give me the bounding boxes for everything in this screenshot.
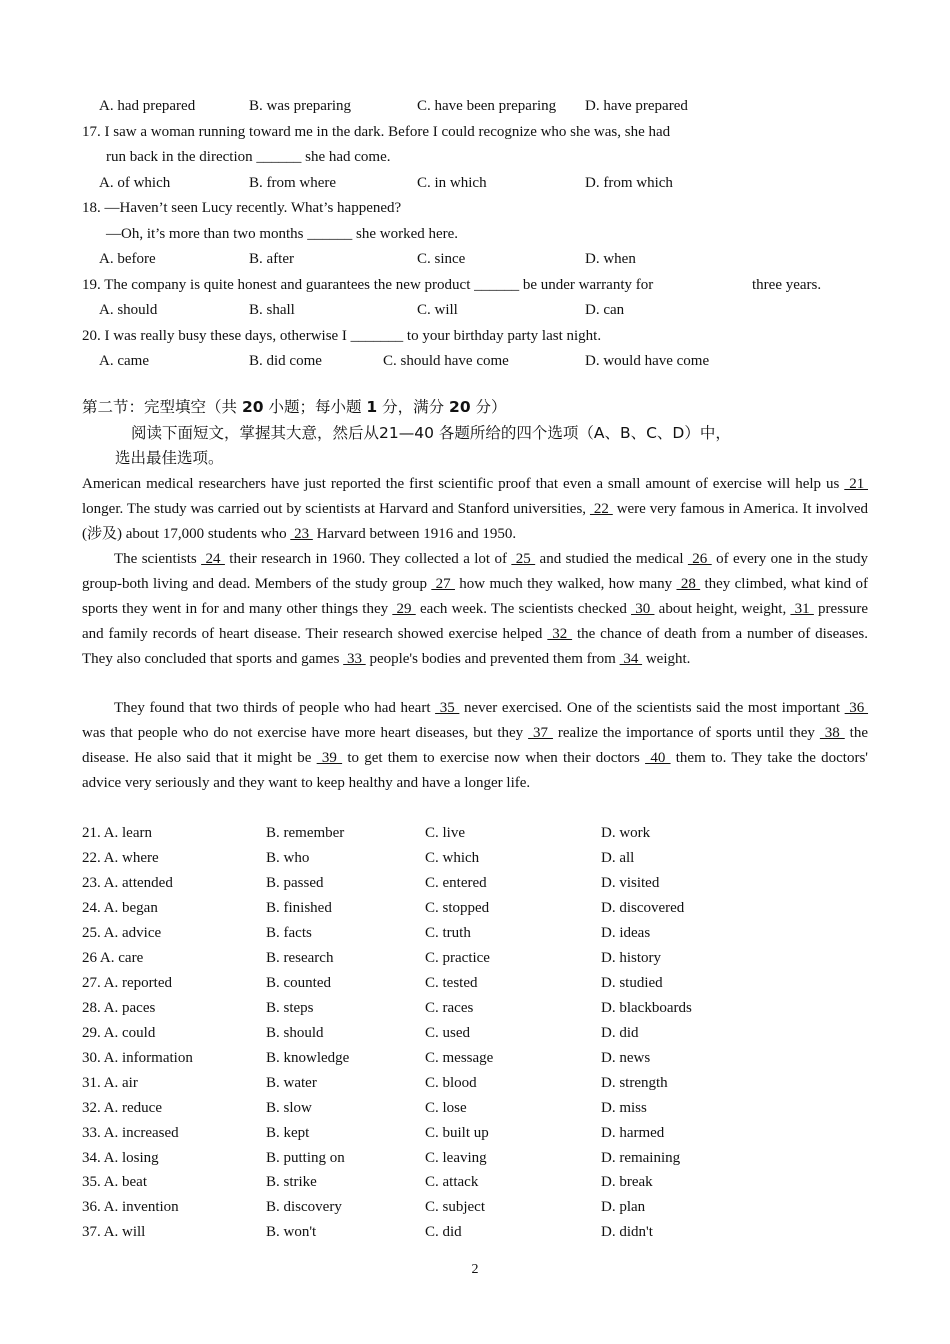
passage-paragraph-2: [82, 547, 868, 672]
blank-39: 39: [316, 749, 343, 766]
question-31-option-a: 31. A. air: [82, 1075, 138, 1091]
passage-text: each week. The scientists checked: [415, 600, 632, 617]
section2-heading-part: 分）: [470, 398, 507, 416]
q18-stem-line1: 18. —Haven’t seen Lucy recently. What’s happened?: [82, 200, 402, 216]
question-30-option-c: C. message: [425, 1050, 494, 1066]
q16-option-c: C. have been preparing: [417, 98, 557, 114]
question-28-option-d: D. blackboards: [601, 1000, 692, 1016]
section2-instruction-line2: 选出最佳选项。: [115, 449, 224, 467]
q17-option-b: B. from where: [249, 175, 337, 191]
question-22-option-b: B. who: [266, 850, 310, 866]
question-37-option-b: B. won't: [266, 1224, 317, 1240]
q18-stem-line2: —Oh, it’s more than two months ______ she worked here.: [106, 226, 459, 242]
q18-option-d: D. when: [585, 251, 636, 267]
question-37-option-d: D. didn't: [601, 1224, 653, 1240]
blank-27: 27: [431, 575, 455, 592]
question-23-option-b: B. passed: [266, 875, 324, 891]
passage-text: The scientists: [114, 551, 202, 567]
passage-text: They found that two thirds of people who had heart: [114, 700, 436, 716]
passage-paragraph-1: [82, 472, 868, 547]
question-33-option-b: B. kept: [266, 1125, 310, 1141]
passage-text: realize the importance of sports until they: [552, 724, 820, 741]
question-23-option-d: D. visited: [601, 875, 660, 891]
page-number: 2: [471, 1262, 479, 1277]
section2-question-count: 20: [241, 398, 264, 416]
passage-text: and studied the medical: [535, 551, 688, 567]
passage-text: pressure and family records of heart disease. Their research showed exercise helped: [82, 600, 869, 642]
question-30-option-a: 30. A. information: [82, 1050, 193, 1066]
question-34-option-d: D. remaining: [601, 1150, 681, 1166]
question-31-option-d: D. strength: [601, 1075, 668, 1091]
passage-text: how much they walked, how many: [454, 575, 677, 592]
q19-stem: 19. The company is quite honest and guarantees the new product ______ be under warranty for: [82, 277, 654, 293]
question-29-option-b: B. should: [266, 1025, 324, 1041]
question-34-option-a: 34. A. losing: [82, 1150, 159, 1166]
question-34-option-c: C. leaving: [425, 1150, 487, 1166]
q16-option-b: B. was preparing: [249, 98, 352, 114]
question-27-option-d: D. studied: [601, 975, 663, 991]
q17-option-a: A. of which: [99, 175, 171, 191]
passage-text: about height, weight,: [654, 600, 791, 617]
question-22-option-d: D. all: [601, 850, 635, 866]
question-26-option-a: 26 A. care: [82, 950, 144, 966]
blank-25: 25: [511, 551, 536, 567]
passage-text: weight.: [642, 650, 691, 667]
q20-stem: 20. I was really busy these days, otherwise I _______ to your birthday party last night.: [82, 328, 602, 344]
question-24-option-a: 24. A. began: [82, 900, 158, 916]
q17-option-c: C. in which: [417, 175, 487, 191]
question-25-option-b: B. facts: [266, 925, 312, 941]
question-36-option-c: C. subject: [425, 1199, 485, 1215]
question-24-option-c: C. stopped: [425, 900, 490, 916]
question-25-option-d: D. ideas: [601, 925, 651, 941]
section2-heading: [82, 397, 507, 417]
question-27-option-b: B. counted: [266, 975, 331, 991]
passage-paragraph-3: [82, 696, 868, 796]
section2-points-each: 1: [366, 398, 378, 416]
blank-32: 32: [547, 625, 573, 642]
question-34-option-b: B. putting on: [266, 1150, 345, 1166]
q16-option-a: A. had prepared: [99, 98, 196, 114]
q20-option-b: B. did come: [249, 353, 322, 369]
question-23-option-a: 23. A. attended: [82, 875, 173, 891]
question-31-option-b: B. water: [266, 1075, 317, 1091]
question-33-option-c: C. built up: [425, 1125, 489, 1141]
passage-text: longer. The study was carried out by scientists at Harvard and Stanford universities,: [82, 500, 590, 517]
blank-29: 29: [392, 600, 416, 617]
question-21-option-d: D. work: [601, 825, 651, 841]
question-28-option-c: C. races: [425, 1000, 474, 1016]
question-31-option-c: C. blood: [425, 1075, 477, 1091]
q18-option-b: B. after: [249, 251, 294, 267]
question-30-option-b: B. knowledge: [266, 1050, 350, 1066]
blank-40: 40: [645, 749, 671, 766]
question-26-option-c: C. practice: [425, 950, 490, 966]
passage-text: the disease. He also said that it might be: [82, 724, 869, 766]
question-35-option-d: D. break: [601, 1174, 653, 1190]
passage-text: them to. They take the doctors' advice very seriously and they want to keep healthy and have a longer life.: [82, 749, 869, 791]
blank-31: 31: [790, 600, 814, 617]
question-35-option-a: 35. A. beat: [82, 1174, 147, 1190]
passage-text: never exercised. One of the scientists said the most important: [459, 700, 845, 716]
question-21-option-b: B. remember: [266, 825, 345, 841]
question-24-option-d: D. discovered: [601, 900, 685, 916]
q17-stem-line2: run back in the direction ______ she had come.: [106, 149, 391, 165]
passage-text: Harvard between 1916 and 1950.: [312, 525, 517, 542]
question-32-option-c: C. lose: [425, 1100, 467, 1116]
passage-text: of every one in the study group-both living and dead. Members of the study group: [82, 551, 869, 592]
question-32-option-d: D. miss: [601, 1100, 647, 1116]
passage-text: people's bodies and prevented them from: [365, 650, 620, 667]
blank-22: 22: [589, 500, 613, 517]
question-25-option-a: 25. A. advice: [82, 925, 162, 941]
question-32-option-a: 32. A. reduce: [82, 1100, 162, 1116]
blank-37: 37: [528, 724, 553, 741]
blank-28: 28: [676, 575, 701, 592]
q19-option-b: B. shall: [249, 302, 295, 318]
blank-23: 23: [290, 525, 313, 542]
blank-38: 38: [819, 724, 845, 741]
question-29-option-c: C. used: [425, 1025, 470, 1041]
blank-33: 33: [343, 650, 366, 667]
section2-heading-part: 小题；每小题: [263, 398, 367, 416]
question-36-option-b: B. discovery: [266, 1199, 342, 1215]
question-29-option-a: 29. A. could: [82, 1025, 156, 1041]
blank-30: 30: [631, 600, 655, 617]
question-35-option-c: C. attack: [425, 1174, 479, 1190]
question-36-option-a: 36. A. invention: [82, 1199, 179, 1215]
blank-21: 21: [844, 476, 868, 492]
section2-instruction-line1: 阅读下面短文，掌握其大意，然后从21—40 各题所给的四个选项（A、B、C、D）中，: [131, 424, 731, 442]
passage-text: they climbed, what kind of sports they went in for and many other things they: [82, 575, 868, 617]
q20-option-c: C. should have come: [383, 353, 509, 369]
q16-option-d: D. have prepared: [585, 98, 688, 114]
blank-34: 34: [619, 650, 643, 667]
q18-option-c: C. since: [417, 251, 466, 267]
q19-stem-end: three years.: [752, 277, 822, 293]
section2-total-points: 20: [449, 398, 471, 416]
question-26-option-b: B. research: [266, 950, 334, 966]
blank-35: 35: [435, 700, 460, 716]
question-28-option-a: 28. A. paces: [82, 1000, 156, 1016]
passage-text: their research in 1960. They collected a lot of: [224, 551, 512, 567]
question-23-option-c: C. entered: [425, 875, 487, 891]
question-37-option-a: 37. A. will: [82, 1224, 146, 1240]
q20-option-d: D. would have come: [585, 353, 710, 369]
q19-option-a: A. should: [99, 302, 158, 318]
q19-option-d: D. can: [585, 302, 625, 318]
q17-stem-line1: 17. I saw a woman running toward me in the dark. Before I could recognize who she was, she had: [82, 124, 671, 140]
question-22-option-c: C. which: [425, 850, 480, 866]
question-37-option-c: C. did: [425, 1224, 462, 1240]
question-24-option-b: B. finished: [266, 900, 332, 916]
passage-text: the chance of death from a number of diseases. They also concluded that sports and games: [82, 625, 869, 667]
section2-heading-part: 第二节：完型填空（共: [82, 398, 242, 416]
q18-option-a: A. before: [99, 251, 156, 267]
question-33-option-d: D. harmed: [601, 1125, 665, 1141]
blank-26: 26: [687, 551, 712, 567]
question-25-option-c: C. truth: [425, 925, 471, 941]
question-26-option-d: D. history: [601, 950, 661, 966]
q20-option-a: A. came: [99, 353, 149, 369]
question-33-option-a: 33. A. increased: [82, 1125, 179, 1141]
blank-36: 36: [844, 700, 869, 716]
question-27-option-a: 27. A. reported: [82, 975, 172, 991]
question-32-option-b: B. slow: [266, 1100, 312, 1116]
q17-option-d: D. from which: [585, 175, 673, 191]
question-28-option-b: B. steps: [266, 1000, 314, 1016]
question-21-option-a: 21. A. learn: [82, 825, 152, 841]
passage-text: was that people who do not exercise have more heart diseases, but they: [82, 724, 529, 741]
passage-text: American medical researchers have just reported the first scientific proof that even a small amount of exercise will help us: [82, 476, 845, 492]
question-22-option-a: 22. A. where: [82, 850, 159, 866]
question-29-option-d: D. did: [601, 1025, 639, 1041]
passage-text: were very famous in America. It involved (涉及) about 17,000 students who: [82, 500, 868, 542]
q19-option-c: C. will: [417, 302, 458, 318]
passage-text: to get them to exercise now when their doctors: [342, 749, 646, 766]
question-27-option-c: C. tested: [425, 975, 478, 991]
question-36-option-d: D. plan: [601, 1199, 646, 1215]
question-21-option-c: C. live: [425, 825, 465, 841]
section2-heading-part: 分，满分: [377, 398, 450, 416]
question-35-option-b: B. strike: [266, 1174, 317, 1190]
blank-24: 24: [201, 551, 225, 567]
question-30-option-d: D. news: [601, 1050, 651, 1066]
